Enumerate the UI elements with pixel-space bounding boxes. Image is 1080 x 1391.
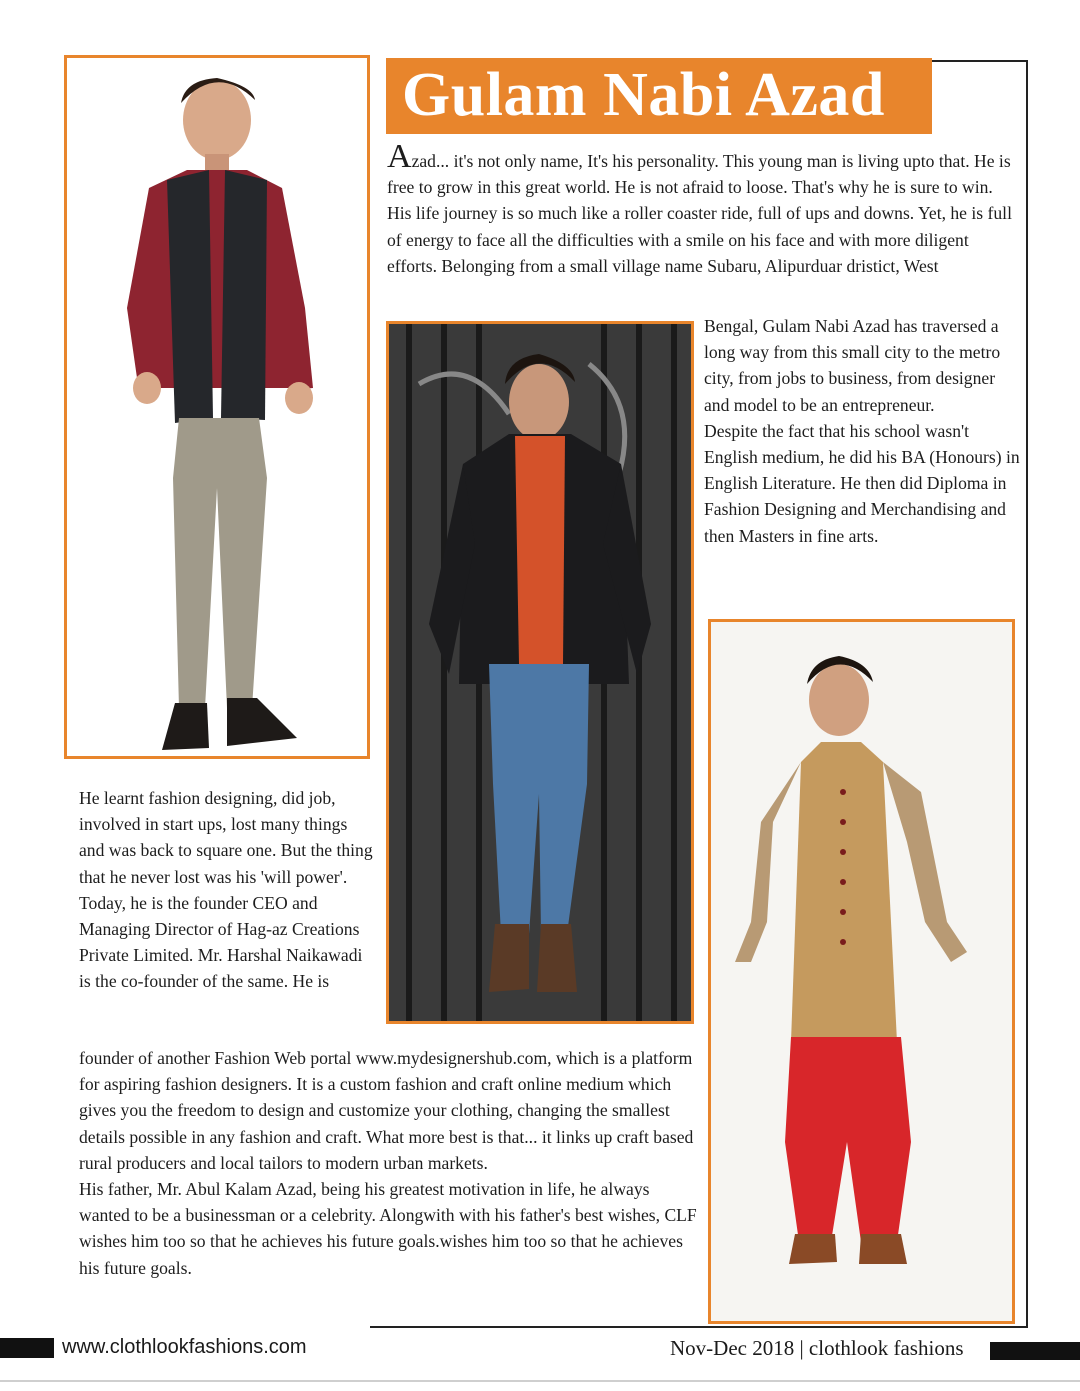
photo-sherwani-outfit [708, 619, 1015, 1324]
article-title: Gulam Nabi Azad [402, 61, 885, 129]
right-column-paragraph: Bengal, Gulam Nabi Azad has traversed a long way from this small city to the metro city, from jobs to business, from designer and model to be an entrepreneur. [704, 316, 1001, 415]
footer-issue-label: Nov-Dec 2018 | clothlook fashions [670, 1336, 964, 1360]
footer-website-link[interactable]: www.clothlookfashions.com [62, 1336, 307, 1358]
page-frame-bottom [370, 1326, 1028, 1328]
right-column-text [704, 313, 1024, 549]
man-in-vest-illustration [67, 58, 367, 756]
intro-paragraph [387, 138, 1020, 279]
bottom-wide-text [79, 1045, 699, 1281]
man-leaning-on-wall-illustration [389, 324, 691, 1021]
title-banner [386, 58, 932, 134]
footer-bar-right [990, 1342, 1080, 1360]
man-in-sherwani-illustration [711, 622, 1012, 1321]
bottom-left-paragraph: He learnt fashion designing, did job, involved in start ups, lost many things and was back to square one. But the thing that he never lost was his 'will power'. Today, he is the founder CEO and Managing Director of Hag-az Creations Private Limited. Mr. Harshal Naikawadi is the co-founder of the same. He is [79, 788, 373, 992]
right-column-paragraph: Despite the fact that his school wasn't English medium, he did his BA (Honours) in English Literature. He then did Diploma in Fashion Designing and Merchandising and then Masters in fine arts. [704, 420, 1020, 546]
footer-bar-left [0, 1338, 54, 1358]
bottom-divider [0, 1380, 1080, 1382]
photo-jacket-outfit [386, 321, 694, 1024]
drop-cap: A [387, 138, 412, 175]
bottom-wide-paragraph: founder of another Fashion Web portal www.mydesignershub.com, which is a platform for aspiring fashion designers. It is a custom fashion and craft online medium which gives you the freedom to design and customize your clothing, changing the smallest details possible in any fashion and craft. What more best is that... it links up craft based rural producers and local tailors to modern urban markets. [79, 1048, 694, 1173]
photo-vest-outfit [64, 55, 370, 759]
intro-text: zad... it's not only name, It's his personality. This young man is living upto that. He is free to grow in this great world. He is not afraid to loose. That's why he is sure to win. His life journey is so much like a roller coaster ride, full of ups and downs. Yet, he is full of energy to face all the difficulties with a smile on his face and with more diligent efforts. Belonging from a small village name Subaru, Alipurduar dristict, West [387, 151, 1012, 276]
bottom-wide-paragraph: His father, Mr. Abul Kalam Azad, being his greatest motivation in life, he always wanted to be a businessman or a celebrity. Alongwith with his father's best wishes, CLF wishes him too so that he achieves his future goals.wishes him too so that he achieves his future goals. [79, 1179, 697, 1278]
